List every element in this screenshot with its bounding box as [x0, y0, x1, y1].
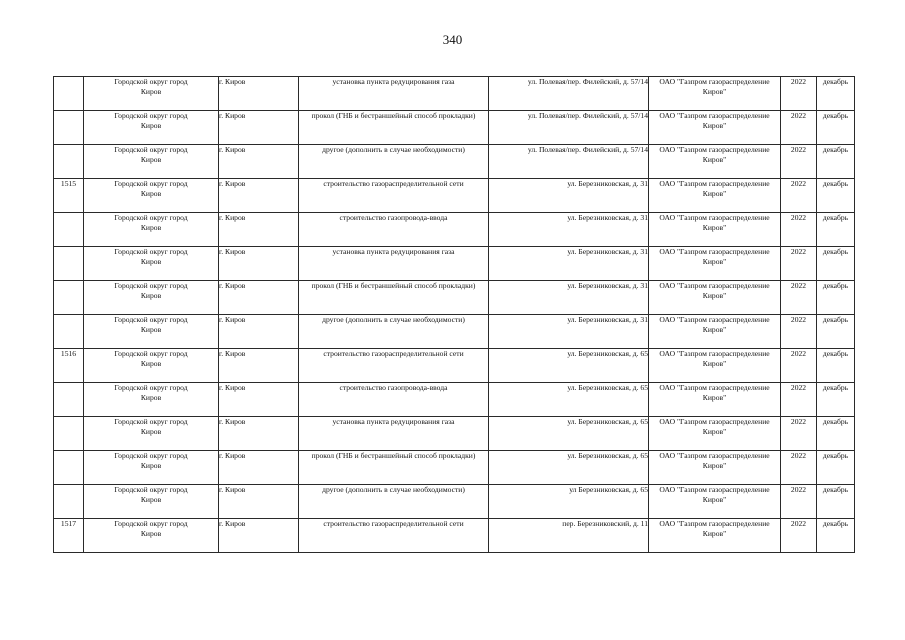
organization-cell-text: ОАО "Газпром газораспределение: [659, 179, 770, 188]
month-cell: [817, 281, 855, 315]
organization-cell: [649, 145, 781, 179]
organization-cell: [649, 519, 781, 553]
district-cell: [84, 213, 219, 247]
organization-cell-text: ОАО "Газпром газораспределение: [659, 213, 770, 222]
year-cell: [781, 383, 817, 417]
organization-cell: [649, 485, 781, 519]
year-cell-text: 2022: [790, 451, 807, 460]
month-cell-text: декабрь: [822, 247, 849, 256]
work-type-cell-text: установка пункта редуцирования газа: [332, 417, 455, 426]
address-cell: [489, 451, 649, 485]
organization-cell: [649, 179, 781, 213]
district-cell-text: Городской округ город: [114, 77, 188, 86]
row-number-cell: [54, 383, 84, 417]
address-cell: [489, 111, 649, 145]
table-row: [54, 349, 855, 383]
locality-cell-text: г. Киров: [219, 349, 246, 358]
work-type-cell: [299, 281, 489, 315]
district-cell-text: Городской округ город: [114, 485, 188, 494]
locality-cell: [219, 383, 299, 417]
address-cell: [489, 247, 649, 281]
year-cell: [781, 247, 817, 281]
locality-cell: [219, 349, 299, 383]
district-cell-text: Киров: [140, 495, 162, 504]
year-cell-text: 2022: [790, 179, 807, 188]
month-cell-text: декабрь: [822, 145, 849, 154]
year-cell-text: 2022: [790, 281, 807, 290]
address-cell-text: ул. Полевая/пер. Филейский, д. 57/14: [527, 77, 648, 86]
locality-cell-text: г. Киров: [219, 145, 246, 154]
district-cell-text: Городской округ город: [114, 281, 188, 290]
month-cell: [817, 145, 855, 179]
month-cell-text: декабрь: [822, 281, 849, 290]
district-cell-text: Городской округ город: [114, 519, 188, 528]
table-row: [54, 213, 855, 247]
organization-cell: [649, 213, 781, 247]
page-number: 340: [442, 32, 463, 47]
district-cell-text: Киров: [140, 291, 162, 300]
month-cell: [817, 451, 855, 485]
district-cell: [84, 111, 219, 145]
organization-cell: [649, 315, 781, 349]
work-type-cell-text: прокол (ГНБ и бестраншейный способ прокладки): [311, 451, 476, 460]
month-cell-text: декабрь: [822, 383, 849, 392]
year-cell: [781, 349, 817, 383]
year-cell-text: 2022: [790, 111, 807, 120]
year-cell: [781, 281, 817, 315]
address-cell: [489, 349, 649, 383]
month-cell: [817, 349, 855, 383]
locality-cell-text: г. Киров: [219, 111, 246, 120]
work-type-cell-text: установка пункта редуцирования газа: [332, 77, 455, 86]
district-cell-text: Киров: [140, 121, 162, 130]
row-number-cell-text: 1516: [60, 349, 77, 358]
work-type-cell: [299, 213, 489, 247]
locality-cell-text: г. Киров: [219, 213, 246, 222]
work-type-cell: [299, 417, 489, 451]
organization-cell-text: Киров": [702, 529, 727, 538]
row-number-cell: [54, 451, 84, 485]
district-cell: [84, 417, 219, 451]
district-cell-text: Городской округ город: [114, 417, 188, 426]
district-cell: [84, 145, 219, 179]
work-type-cell-text: прокол (ГНБ и бестраншейный способ прокладки): [311, 281, 476, 290]
work-type-cell: [299, 349, 489, 383]
district-cell: [84, 485, 219, 519]
district-cell: [84, 281, 219, 315]
row-number-cell: [54, 485, 84, 519]
locality-cell: [219, 145, 299, 179]
address-cell-text: ул. Березниковская, д. 65: [567, 383, 648, 392]
organization-cell: [649, 77, 781, 111]
organization-cell-text: ОАО "Газпром газораспределение: [659, 349, 770, 358]
organization-cell-text: Киров": [702, 393, 727, 402]
district-cell-text: Киров: [140, 87, 162, 96]
address-cell: [489, 213, 649, 247]
row-number-cell: [54, 281, 84, 315]
table-row: [54, 77, 855, 111]
locality-cell-text: г. Киров: [219, 247, 246, 256]
table-row: [54, 111, 855, 145]
locality-cell: [219, 281, 299, 315]
organization-cell-text: Киров": [702, 291, 727, 300]
district-cell: [84, 247, 219, 281]
district-cell: [84, 349, 219, 383]
work-type-cell-text: строительство газораспределительной сети: [323, 179, 464, 188]
month-cell: [817, 519, 855, 553]
organization-cell: [649, 417, 781, 451]
locality-cell: [219, 213, 299, 247]
month-cell-text: декабрь: [822, 485, 849, 494]
organization-cell-text: ОАО "Газпром газораспределение: [659, 383, 770, 392]
organization-cell: [649, 281, 781, 315]
address-cell-text: ул. Березниковская, д. 31: [567, 179, 648, 188]
month-cell: [817, 213, 855, 247]
organization-cell-text: Киров": [702, 325, 727, 334]
locality-cell-text: г. Киров: [219, 281, 246, 290]
month-cell-text: декабрь: [822, 77, 849, 86]
year-cell-text: 2022: [790, 417, 807, 426]
table-row: [54, 281, 855, 315]
district-cell: [84, 179, 219, 213]
year-cell: [781, 519, 817, 553]
locality-cell: [219, 417, 299, 451]
row-number-cell: [54, 213, 84, 247]
gas-works-table: [53, 76, 855, 553]
locality-cell-text: г. Киров: [219, 179, 246, 188]
table-row: [54, 417, 855, 451]
district-cell-text: Городской округ город: [114, 383, 188, 392]
organization-cell-text: ОАО "Газпром газораспределение: [659, 417, 770, 426]
work-type-cell-text: другое (дополнить в случае необходимости): [322, 315, 465, 324]
address-cell: [489, 77, 649, 111]
organization-cell-text: Киров": [702, 461, 727, 470]
year-cell: [781, 111, 817, 145]
year-cell-text: 2022: [790, 77, 807, 86]
table-row: [54, 519, 855, 553]
organization-cell: [649, 247, 781, 281]
row-number-cell: [54, 417, 84, 451]
district-cell-text: Киров: [140, 189, 162, 198]
locality-cell-text: г. Киров: [219, 77, 246, 86]
month-cell: [817, 77, 855, 111]
month-cell-text: декабрь: [822, 451, 849, 460]
month-cell: [817, 417, 855, 451]
row-number-cell: [54, 247, 84, 281]
district-cell-text: Киров: [140, 257, 162, 266]
year-cell-text: 2022: [790, 145, 807, 154]
district-cell-text: Киров: [140, 155, 162, 164]
organization-cell-text: Киров": [702, 495, 727, 504]
table-row: [54, 485, 855, 519]
organization-cell-text: Киров": [702, 189, 727, 198]
year-cell: [781, 315, 817, 349]
locality-cell-text: г. Киров: [219, 315, 246, 324]
address-cell: [489, 383, 649, 417]
organization-cell-text: ОАО "Газпром газораспределение: [659, 281, 770, 290]
address-cell-text: ул. Березниковская, д. 31: [567, 281, 648, 290]
row-number-cell-text: 1517: [60, 519, 77, 528]
district-cell: [84, 383, 219, 417]
organization-cell: [649, 349, 781, 383]
work-type-cell-text: прокол (ГНБ и бестраншейный способ прокладки): [311, 111, 476, 120]
table-row: [54, 179, 855, 213]
row-number-cell: [54, 145, 84, 179]
district-cell-text: Киров: [140, 393, 162, 402]
district-cell-text: Киров: [140, 461, 162, 470]
month-cell-text: декабрь: [822, 417, 849, 426]
row-number-cell-text: 1515: [60, 179, 77, 188]
address-cell: [489, 281, 649, 315]
address-cell-text: ул Березниковская, д. 65: [569, 485, 648, 494]
table-row: [54, 247, 855, 281]
table-row: [54, 145, 855, 179]
address-cell-text: ул. Полевая/пер. Филейский, д. 57/14: [527, 111, 648, 120]
locality-cell-text: г. Киров: [219, 383, 246, 392]
district-cell-text: Городской округ город: [114, 111, 188, 120]
work-type-cell-text: другое (дополнить в случае необходимости): [322, 485, 465, 494]
row-number-cell: [54, 315, 84, 349]
year-cell: [781, 77, 817, 111]
address-cell: [489, 519, 649, 553]
work-type-cell: [299, 145, 489, 179]
address-cell-text: пер. Березниковский, д. 11: [562, 519, 648, 528]
organization-cell-text: ОАО "Газпром газораспределение: [659, 247, 770, 256]
district-cell-text: Городской округ город: [114, 451, 188, 460]
organization-cell-text: Киров": [702, 155, 727, 164]
locality-cell: [219, 451, 299, 485]
organization-cell-text: Киров": [702, 223, 727, 232]
district-cell: [84, 519, 219, 553]
district-cell: [84, 315, 219, 349]
row-number-cell: [54, 77, 84, 111]
work-type-cell: [299, 383, 489, 417]
year-cell-text: 2022: [790, 213, 807, 222]
work-type-cell: [299, 179, 489, 213]
organization-cell-text: ОАО "Газпром газораспределение: [659, 77, 770, 86]
row-number-cell: [54, 179, 84, 213]
work-type-cell-text: установка пункта редуцирования газа: [332, 247, 455, 256]
address-cell-text: ул. Березниковская, д. 65: [567, 451, 648, 460]
organization-cell-text: Киров": [702, 87, 727, 96]
address-cell-text: ул. Березниковская, д. 31: [567, 247, 648, 256]
year-cell-text: 2022: [790, 519, 807, 528]
organization-cell-text: ОАО "Газпром газораспределение: [659, 145, 770, 154]
locality-cell: [219, 179, 299, 213]
organization-cell-text: Киров": [702, 427, 727, 436]
organization-cell-text: ОАО "Газпром газораспределение: [659, 519, 770, 528]
table-row: [54, 451, 855, 485]
table-row: [54, 315, 855, 349]
address-cell: [489, 485, 649, 519]
locality-cell: [219, 315, 299, 349]
organization-cell-text: Киров": [702, 257, 727, 266]
address-cell: [489, 145, 649, 179]
locality-cell-text: г. Киров: [219, 417, 246, 426]
year-cell: [781, 179, 817, 213]
district-cell-text: Городской округ город: [114, 247, 188, 256]
district-cell-text: Киров: [140, 359, 162, 368]
month-cell-text: декабрь: [822, 315, 849, 324]
organization-cell-text: Киров": [702, 359, 727, 368]
address-cell: [489, 417, 649, 451]
month-cell-text: декабрь: [822, 111, 849, 120]
locality-cell: [219, 247, 299, 281]
year-cell: [781, 417, 817, 451]
work-type-cell-text: строительство газопровода-ввода: [339, 383, 448, 392]
locality-cell: [219, 77, 299, 111]
locality-cell: [219, 519, 299, 553]
work-type-cell: [299, 111, 489, 145]
month-cell: [817, 247, 855, 281]
work-type-cell: [299, 247, 489, 281]
district-cell-text: Городской округ город: [114, 179, 188, 188]
address-cell: [489, 179, 649, 213]
locality-cell: [219, 485, 299, 519]
organization-cell: [649, 383, 781, 417]
district-cell-text: Киров: [140, 223, 162, 232]
locality-cell-text: г. Киров: [219, 485, 246, 494]
work-type-cell: [299, 77, 489, 111]
address-cell-text: ул. Березниковская, д. 31: [567, 315, 648, 324]
organization-cell-text: Киров": [702, 121, 727, 130]
work-type-cell-text: строительство газораспределительной сети: [323, 349, 464, 358]
table-body: [54, 77, 855, 553]
year-cell: [781, 485, 817, 519]
address-cell-text: ул. Березниковская, д. 65: [567, 417, 648, 426]
month-cell-text: декабрь: [822, 179, 849, 188]
district-cell-text: Киров: [140, 529, 162, 538]
district-cell-text: Киров: [140, 325, 162, 334]
district-cell: [84, 77, 219, 111]
organization-cell-text: ОАО "Газпром газораспределение: [659, 315, 770, 324]
district-cell-text: Городской округ город: [114, 315, 188, 324]
district-cell-text: Городской округ город: [114, 349, 188, 358]
organization-cell-text: ОАО "Газпром газораспределение: [659, 485, 770, 494]
work-type-cell: [299, 315, 489, 349]
month-cell-text: декабрь: [822, 519, 849, 528]
month-cell-text: декабрь: [822, 213, 849, 222]
row-number-cell: [54, 111, 84, 145]
district-cell-text: Городской округ город: [114, 145, 188, 154]
year-cell-text: 2022: [790, 383, 807, 392]
month-cell: [817, 315, 855, 349]
address-cell: [489, 315, 649, 349]
row-number-cell: [54, 519, 84, 553]
table-row: [54, 383, 855, 417]
work-type-cell: [299, 519, 489, 553]
month-cell: [817, 383, 855, 417]
month-cell: [817, 111, 855, 145]
year-cell-text: 2022: [790, 485, 807, 494]
organization-cell-text: ОАО "Газпром газораспределение: [659, 111, 770, 120]
locality-cell: [219, 111, 299, 145]
organization-cell: [649, 111, 781, 145]
address-cell-text: ул. Березниковская, д. 65: [567, 349, 648, 358]
district-cell: [84, 451, 219, 485]
locality-cell-text: г. Киров: [219, 519, 246, 528]
organization-cell: [649, 451, 781, 485]
work-type-cell: [299, 451, 489, 485]
work-type-cell-text: строительство газораспределительной сети: [323, 519, 464, 528]
year-cell: [781, 145, 817, 179]
locality-cell-text: г. Киров: [219, 451, 246, 460]
address-cell-text: ул. Березниковская, д. 31: [567, 213, 648, 222]
month-cell: [817, 179, 855, 213]
district-cell-text: Киров: [140, 427, 162, 436]
row-number-cell: [54, 349, 84, 383]
organization-cell-text: ОАО "Газпром газораспределение: [659, 451, 770, 460]
year-cell-text: 2022: [790, 315, 807, 324]
work-type-cell-text: другое (дополнить в случае необходимости): [322, 145, 465, 154]
year-cell: [781, 451, 817, 485]
year-cell-text: 2022: [790, 349, 807, 358]
work-type-cell: [299, 485, 489, 519]
year-cell-text: 2022: [790, 247, 807, 256]
year-cell: [781, 213, 817, 247]
district-cell-text: Городской округ город: [114, 213, 188, 222]
month-cell-text: декабрь: [822, 349, 849, 358]
month-cell: [817, 485, 855, 519]
work-type-cell-text: строительство газопровода-ввода: [339, 213, 448, 222]
address-cell-text: ул. Полевая/пер. Филейский, д. 57/14: [527, 145, 648, 154]
